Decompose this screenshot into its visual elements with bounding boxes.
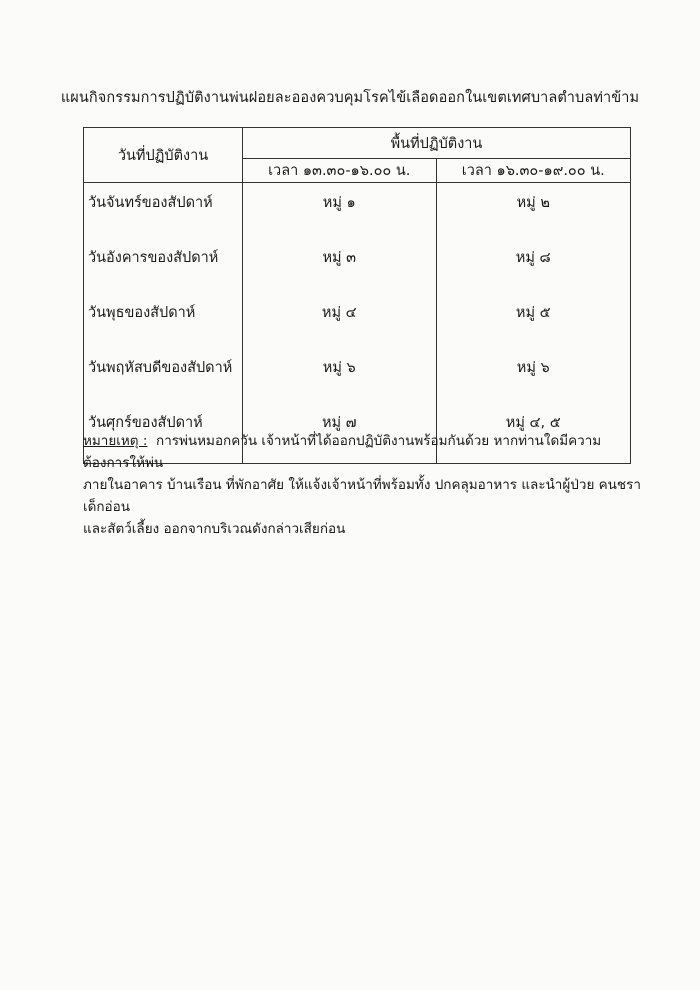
table-row — [84, 348, 631, 403]
day-cell: วันศุกร์ของสัปดาห์ — [84, 403, 243, 464]
table-row — [84, 293, 631, 348]
table-row — [84, 183, 631, 239]
note-line-1 — [83, 430, 643, 474]
schedule-table — [83, 127, 631, 464]
slot1-cell: หมู่ ๑ — [243, 183, 437, 239]
slot2-cell: หมู่ ๒ — [436, 183, 630, 239]
day-cell: วันพุธของสัปดาห์ — [84, 293, 243, 348]
note-line-2: ภายในอาคาร บ้านเรือน ที่พักอาศัย ให้แจ้งเจ้าหน้าที่พร้อมทั้ง ปกคลุมอาหาร และนำผู้ป่วย คนชรา เด็กอ่อน — [83, 477, 641, 515]
table-row — [84, 238, 631, 293]
time-slot-2-header: เวลา ๑๖.๓๐-๑๙.๐๐ น. — [436, 159, 630, 183]
day-column-header: วันที่ปฏิบัติงาน — [84, 128, 243, 183]
day-cell: วันอังคารของสัปดาห์ — [84, 238, 243, 293]
day-cell: วันพฤหัสบดีของสัปดาห์ — [84, 348, 243, 403]
document-title: แผนกิจกรรมการปฏิบัติงานพ่นฝอยละอองควบคุมโรคไข้เลือดออกในเขตเทศบาลตำบลท่าข้าม — [60, 90, 640, 106]
slot2-cell: หมู่ ๕ — [436, 293, 630, 348]
slot2-cell: หมู่ ๖ — [436, 348, 630, 403]
time-slot-1-header: เวลา ๑๓.๓๐-๑๖.๐๐ น. — [243, 159, 437, 183]
note-text-1: การพ่นหมอกควัน เจ้าหน้าที่ได้ออกปฏิบัติงานพร้อมกันด้วย หากท่านใดมีความต้องการให้พ่น — [83, 433, 602, 471]
slot1-cell: หมู่ ๗ — [243, 403, 437, 464]
area-column-header: พื้นที่ปฏิบัติงาน — [243, 128, 631, 159]
note-label: หมายเหตุ : — [83, 433, 148, 449]
slot1-cell: หมู่ ๔ — [243, 293, 437, 348]
note-line-3: และสัตว์เลี้ยง ออกจากบริเวณดังกล่าวเสียก่อน — [83, 521, 346, 537]
slot2-cell: หมู่ ๘ — [436, 238, 630, 293]
table-header-row — [84, 128, 631, 159]
slot1-cell: หมู่ ๖ — [243, 348, 437, 403]
day-cell: วันจันทร์ของสัปดาห์ — [84, 183, 243, 239]
note-block — [83, 430, 643, 540]
slot2-cell: หมู่ ๔, ๕ — [436, 403, 630, 464]
slot1-cell: หมู่ ๓ — [243, 238, 437, 293]
